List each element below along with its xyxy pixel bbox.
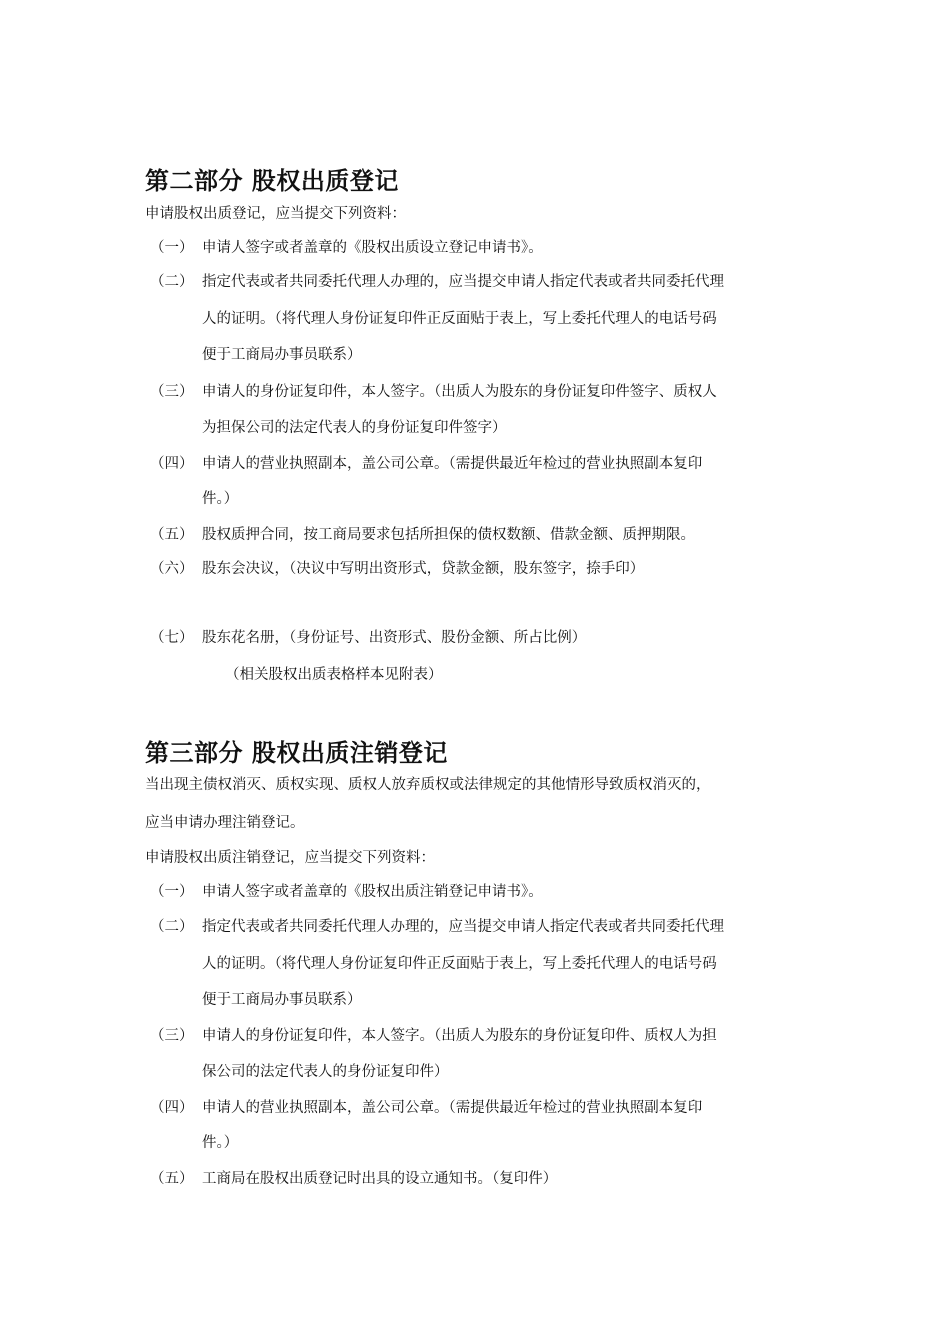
s3-item2-num: （二） (150, 919, 194, 935)
s2-item4-line1: 申请人的营业执照副本，盖公司公章。（需提供最近年检过的营业执照副本复印 (202, 456, 703, 472)
s2-item3-num: （三） (150, 384, 194, 400)
s3-item4-line1: 申请人的营业执照副本，盖公司公章。（需提供最近年检过的营业执照副本复印 (202, 1100, 703, 1116)
s3-item4-num: （四） (150, 1100, 194, 1116)
section3-para-line1: 当出现主债权消灭、质权实现、质权人放弃质权或法律规定的其他情形导致质权消灭的， (145, 777, 711, 793)
s3-item1-line1: 申请人签字或者盖章的《股权出质注销登记申请书》。 (202, 884, 543, 900)
s2-item7-num: （七） (150, 630, 194, 646)
s3-item3-num: （三） (150, 1028, 194, 1044)
s2-item6-line1: 股东会决议，（决议中写明出资形式，贷款金额，股东签字，捺手印） (202, 561, 645, 577)
s2-item2-line2: 人的证明。（将代理人身份证复印件正反面贴于表上，写上委托代理人的电话号码 (202, 311, 717, 327)
s3-item5-num: （五） (150, 1171, 194, 1187)
section2-intro: 申请股权出质登记，应当提交下列资料： (145, 206, 406, 222)
s3-item3-line2: 保公司的法定代表人的身份证复印件） (202, 1064, 449, 1080)
section2-heading: 第二部分 股权出质登记 (145, 167, 399, 195)
s2-item2-line1: 指定代表或者共同委托代理人办理的，应当提交申请人指定代表或者共同委托代理 (202, 274, 724, 290)
s2-item6-num: （六） (150, 561, 194, 577)
s2-item4-line2: 件。） (202, 491, 239, 507)
s2-item7-line1: 股东花名册，（身份证号、出资形式、股份金额、所占比例） (202, 630, 587, 646)
s2-item2-num: （二） (150, 274, 194, 290)
s3-item1-num: （一） (150, 884, 194, 900)
s2-item3-line1: 申请人的身份证复印件，本人签字。（出质人为股东的身份证复印件签字、质权人 (202, 384, 717, 400)
s2-item3-line2: 为担保公司的法定代表人的身份证复印件签字） (202, 420, 507, 436)
section2-note: （相关股权出质表格样本见附表） (225, 667, 443, 683)
s3-item2-line2: 人的证明。（将代理人身份证复印件正反面贴于表上，写上委托代理人的电话号码 (202, 956, 717, 972)
s3-item4-line2: 件。） (202, 1135, 239, 1151)
s2-item5-line1: 股权质押合同，按工商局要求包括所担保的债权数额、借款金额、质押期限。 (202, 527, 695, 543)
section3-para-line2: 应当申请办理注销登记。 (145, 815, 305, 831)
s2-item5-num: （五） (150, 527, 194, 543)
s3-item5-line1: 工商局在股权出质登记时出具的设立通知书。（复印件） (202, 1171, 558, 1187)
s3-item3-line1: 申请人的身份证复印件，本人签字。（出质人为股东的身份证复印件、质权人为担 (202, 1028, 717, 1044)
s2-item1-line1: 申请人签字或者盖章的《股权出质设立登记申请书》。 (202, 240, 543, 256)
section3-intro: 申请股权出质注销登记，应当提交下列资料： (145, 850, 435, 866)
s2-item1-num: （一） (150, 240, 194, 256)
s2-item4-num: （四） (150, 456, 194, 472)
s3-item2-line1: 指定代表或者共同委托代理人办理的，应当提交申请人指定代表或者共同委托代理 (202, 919, 724, 935)
s2-item2-line3: 便于工商局办事员联系） (202, 347, 362, 363)
section3-heading: 第三部分 股权出质注销登记 (145, 739, 448, 767)
s3-item2-line3: 便于工商局办事员联系） (202, 992, 362, 1008)
